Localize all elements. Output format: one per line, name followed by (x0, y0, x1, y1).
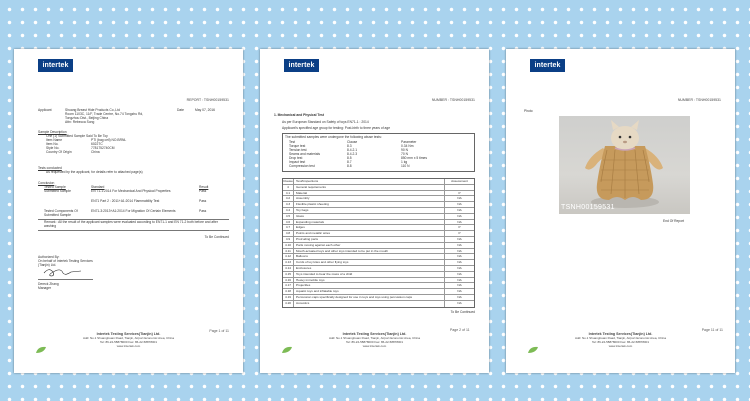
assessment-cell: NA (444, 214, 474, 219)
test-clause: 8.8 (347, 164, 352, 168)
test-name: Tension test (289, 148, 307, 152)
leaf-icon (34, 345, 50, 355)
field-value: China (91, 150, 100, 154)
test-cell: Expanding materials (296, 219, 325, 224)
clause-cell: 4 (283, 185, 294, 190)
field-label: Item No. (46, 142, 59, 146)
footer-line: Tel: 86-22-58878000 Fax: 86-22-58878001 (345, 340, 404, 344)
test-cell: Heavy immobile toys (296, 277, 325, 282)
photo-label: Photo (524, 109, 533, 113)
test-name: Seams and materials (289, 152, 320, 156)
test-cell: Material (296, 190, 308, 195)
assessment-cell: NA (444, 301, 474, 307)
clause-cell: 4.10 (283, 243, 294, 248)
clause-cell: 4.8 (283, 231, 294, 236)
leaf-icon (526, 345, 542, 355)
table-header: Clause (283, 179, 293, 183)
assessment-cell: NA (444, 243, 474, 248)
test-parameter: 0.34 Nm (401, 144, 414, 148)
test-clause: 8.4.2.1 (347, 148, 358, 152)
test-clause: 8.4.2.3 (347, 152, 358, 156)
assessment-cell: NA (444, 289, 474, 294)
table-header: Assessment (444, 179, 474, 184)
test-name: Torque test (289, 144, 306, 148)
signer-name: Dereck Zhang (38, 282, 59, 286)
photo-caption: TSNH00159531 (561, 204, 615, 211)
test-cell: Toys intended to bear the mass of a child (296, 271, 353, 276)
test-cell: Acoustics (296, 300, 310, 305)
intertek-logo: intertek (38, 59, 73, 72)
assessment-cell: NA (444, 237, 474, 242)
assessment-cell: NA (444, 202, 474, 207)
report-number: REPORT : TSNH00159531 (186, 98, 229, 102)
applicant-label: Applicant (38, 108, 52, 112)
field-value: 6022TC (91, 142, 103, 146)
conclusion-sample: Submitted Sample (44, 189, 71, 193)
conclusion-header: Standard (91, 185, 105, 189)
clause-cell: 4.4 (283, 208, 294, 213)
test-name: Compression test (289, 164, 315, 168)
assessment-cell: NA (444, 283, 474, 288)
assessment-cell: NA (444, 208, 474, 213)
conclusion-title: Conclusion (38, 181, 55, 185)
section-title: 1. Mechanical and Physical Test (274, 113, 324, 117)
clause-cell: 4.3 (283, 202, 294, 207)
test-cell: Projectiles (296, 283, 311, 288)
report-page-3 (506, 49, 735, 373)
clause-cell: 4.15 (283, 272, 294, 277)
test-cell: Percussion caps specifically designed for use in toys and toys using percussion caps (296, 294, 413, 299)
test-cell: Cords of toy kites and other flying toys (296, 260, 349, 265)
clause-cell: 4.18 (283, 289, 294, 294)
applicant-line: Tongzhou Dist., Beijing China (65, 116, 109, 120)
authorized-by: Authorized By: (38, 255, 60, 259)
report-number: NUMBER : TSNH00159531 (677, 98, 721, 102)
abuse-tests-table (282, 133, 475, 172)
tests-conducted-text: As requested by the applicant, for details refer to attached page(s) (46, 170, 143, 174)
test-parameter: 110 N (401, 164, 410, 168)
test-cell: Enclosures (296, 265, 312, 270)
conclusion-standard: EN71 Part 2 : 2011+A1:2014 Flammability Test (91, 199, 160, 203)
footer-line: www.intertek.com (116, 344, 141, 348)
on-behalf-line: (Tianjin) Ltd. (38, 263, 57, 267)
end-of-report: End Of Report (663, 219, 685, 223)
footer-line: Tel: 86-22-58878000 Fax: 86-22-58878001 (591, 340, 650, 344)
test-cell: Parts moving against each other (296, 242, 341, 247)
clause-cell: 4.7 (283, 225, 294, 230)
clause-cell: 4.19 (283, 295, 294, 300)
table-header: Test/Inspections (296, 179, 319, 183)
footer-line: Tel: 86-22-58878000 Fax: 86-22-58878001 (99, 340, 158, 344)
requirements-table (282, 178, 475, 308)
clause-cell: 4.14 (283, 266, 294, 271)
assessment-cell: P (444, 231, 474, 236)
assessment-cell: NA (444, 254, 474, 259)
footer-line: Add: No.1 ShuangGuan Road, Tianjin, Airport Economic Area, China (82, 336, 175, 340)
clause-cell: 4.9 (283, 237, 294, 242)
clause-cell: 4.20 (283, 301, 294, 307)
footer-company: Intertek Testing Services(Tianjin) Ltd. (342, 332, 407, 336)
date-label: Date (177, 108, 184, 112)
intertek-logo: intertek (530, 59, 565, 72)
test-name: Drop test (289, 156, 303, 160)
footer-company: Intertek Testing Services(Tianjin) Ltd. (588, 332, 653, 336)
conclusion-header: Tested Sample (44, 185, 66, 189)
page-number: Page 1 of 11 (209, 329, 229, 333)
field-value: 7781752740CM (91, 146, 115, 150)
signature-line (38, 279, 93, 280)
assessment-cell: P (444, 191, 474, 196)
assessment-cell: NA (444, 278, 474, 283)
test-parameter: 90 N (401, 148, 408, 152)
conclusion-standard: EN71-3:2013+A1:2014 For Migration Of Certain Elements (91, 209, 176, 213)
footer-company: Intertek Testing Services(Tianjin) Ltd. (96, 332, 161, 336)
sample-intro: One (1) Submitted Sample Said To Be Toy (46, 134, 108, 138)
clause-cell: 4.13 (283, 260, 294, 265)
test-cell: Balloons (296, 254, 308, 259)
to-be-continued: To Be Continued (204, 235, 229, 239)
table-row (283, 301, 474, 307)
conclusion-sample: Tested Components Of Submitted Sample (44, 209, 78, 218)
clause-cell: 4.12 (283, 254, 294, 259)
test-cell: Protruding parts (296, 236, 319, 241)
abuse-tests-intro: The submitted samples were undergone the following abuse tests: (285, 135, 382, 139)
assessment-cell: NA (444, 196, 474, 201)
report-page-1 (14, 49, 243, 373)
sample-description-title: Sample Description (38, 130, 67, 134)
signer-title: Manager (38, 286, 52, 290)
clause-cell: 4.17 (283, 283, 294, 288)
test-cell: Glass (296, 213, 304, 218)
intro-line: Applicant's specified age group for testing: Post-birth to three years of age (282, 126, 391, 130)
footer-line: Add: No.1 ShuangGuan Road, Tianjin, Airport Economic Area, China (328, 336, 421, 340)
intro-line: As per European Standard on Safety of toys EN71-1 : 2014 (282, 120, 369, 124)
page-number: Page 2 of 11 (450, 328, 470, 332)
report-number: NUMBER : TSNH00159531 (431, 98, 475, 102)
test-cell: Points and metallic wires (296, 231, 331, 236)
leaf-icon (280, 345, 296, 355)
conclusion-result: Pass (199, 189, 207, 193)
clause-cell: 4.1 (283, 191, 294, 196)
footer-line: www.intertek.com (608, 344, 633, 348)
intertek-logo: intertek (284, 59, 319, 72)
assessment-cell: NA (444, 249, 474, 254)
report-date: May 07, 2016 (195, 108, 215, 112)
assessment-cell: NA (444, 295, 474, 300)
test-clause: 8.7 (347, 160, 352, 164)
crochet-toy-image (559, 116, 690, 214)
test-cell: Aquatic toys and inflatable toys (296, 289, 339, 294)
table-header: Parameter (401, 140, 417, 144)
test-clause: 8.5 (347, 156, 352, 160)
applicant-line: Room 1103C, 11/F, Trade Centre, No.74 Tongzhu Rd, (65, 112, 144, 116)
table-header: Clause (347, 140, 358, 144)
test-cell: Assembly (296, 196, 310, 201)
clause-cell: 4.5 (283, 214, 294, 219)
table-header: Test (289, 140, 296, 144)
remark: Remark : All the result of the applicant samples were evaluated according to EN71-1 and EN 71-2 both before and after washing (44, 220, 218, 229)
test-cell: Edges (296, 225, 305, 230)
clause-cell: 4.2 (283, 196, 294, 201)
on-behalf-line: On behalf of Intertek Testing Services (38, 259, 93, 263)
conclusion-result: Pass (199, 199, 207, 203)
clause-cell: 4.11 (283, 249, 294, 254)
field-value: PTI (bag cell) NO.BRNL (91, 138, 127, 142)
test-parameter: 70 N (401, 152, 408, 156)
report-page-2 (260, 49, 489, 373)
sample-photo (559, 116, 690, 214)
clause-cell: 4.6 (283, 220, 294, 225)
to-be-continued: To Be Continued (450, 310, 475, 314)
applicant-line: Shuang Breast Hide Products Co.,Ltd (65, 108, 120, 112)
assessment-cell: NA (444, 220, 474, 225)
field-label: Style No. (46, 146, 60, 150)
page-number: Page 11 of 11 (701, 328, 723, 332)
conclusion-header: Result (199, 185, 209, 189)
assessment-cell: NA (444, 272, 474, 277)
footer-line: www.intertek.com (362, 344, 387, 348)
assessment-cell: NA (444, 260, 474, 265)
clause-cell: 4.16 (283, 278, 294, 283)
footer-line: Add: No.1 ShuangGuan Road, Tianjin, Airport Economic Area, China (574, 336, 667, 340)
test-name: Impact test (289, 160, 306, 164)
test-cell: General requirements (296, 184, 326, 189)
test-cell: Flexible plastic sheeting (296, 202, 329, 207)
test-cell: Mouth-actuated toys and other toys intended to be put in the mouth (296, 248, 389, 253)
field-label: Country Of Origin (46, 150, 72, 154)
signature-image (41, 265, 85, 279)
test-parameter: 850 mm x 5 times (401, 156, 428, 160)
field-label: Item Name (46, 138, 63, 142)
assessment-cell: NA (444, 266, 474, 271)
tests-conducted-title: Tests conducted (38, 166, 62, 170)
conclusion-result: Pass (199, 209, 207, 213)
assessment-cell: P (444, 225, 474, 230)
applicant-line: Attn: Rebecca Song (65, 120, 95, 124)
test-parameter: 1 kg (401, 160, 408, 164)
divider (38, 230, 229, 231)
test-cell: Toy bags (296, 207, 309, 212)
conclusion-standard: EN 71-1:2014 For Mechanical And Physical Properties (91, 189, 171, 193)
test-clause: 8.3 (347, 144, 352, 148)
assessment-cell (444, 185, 474, 190)
